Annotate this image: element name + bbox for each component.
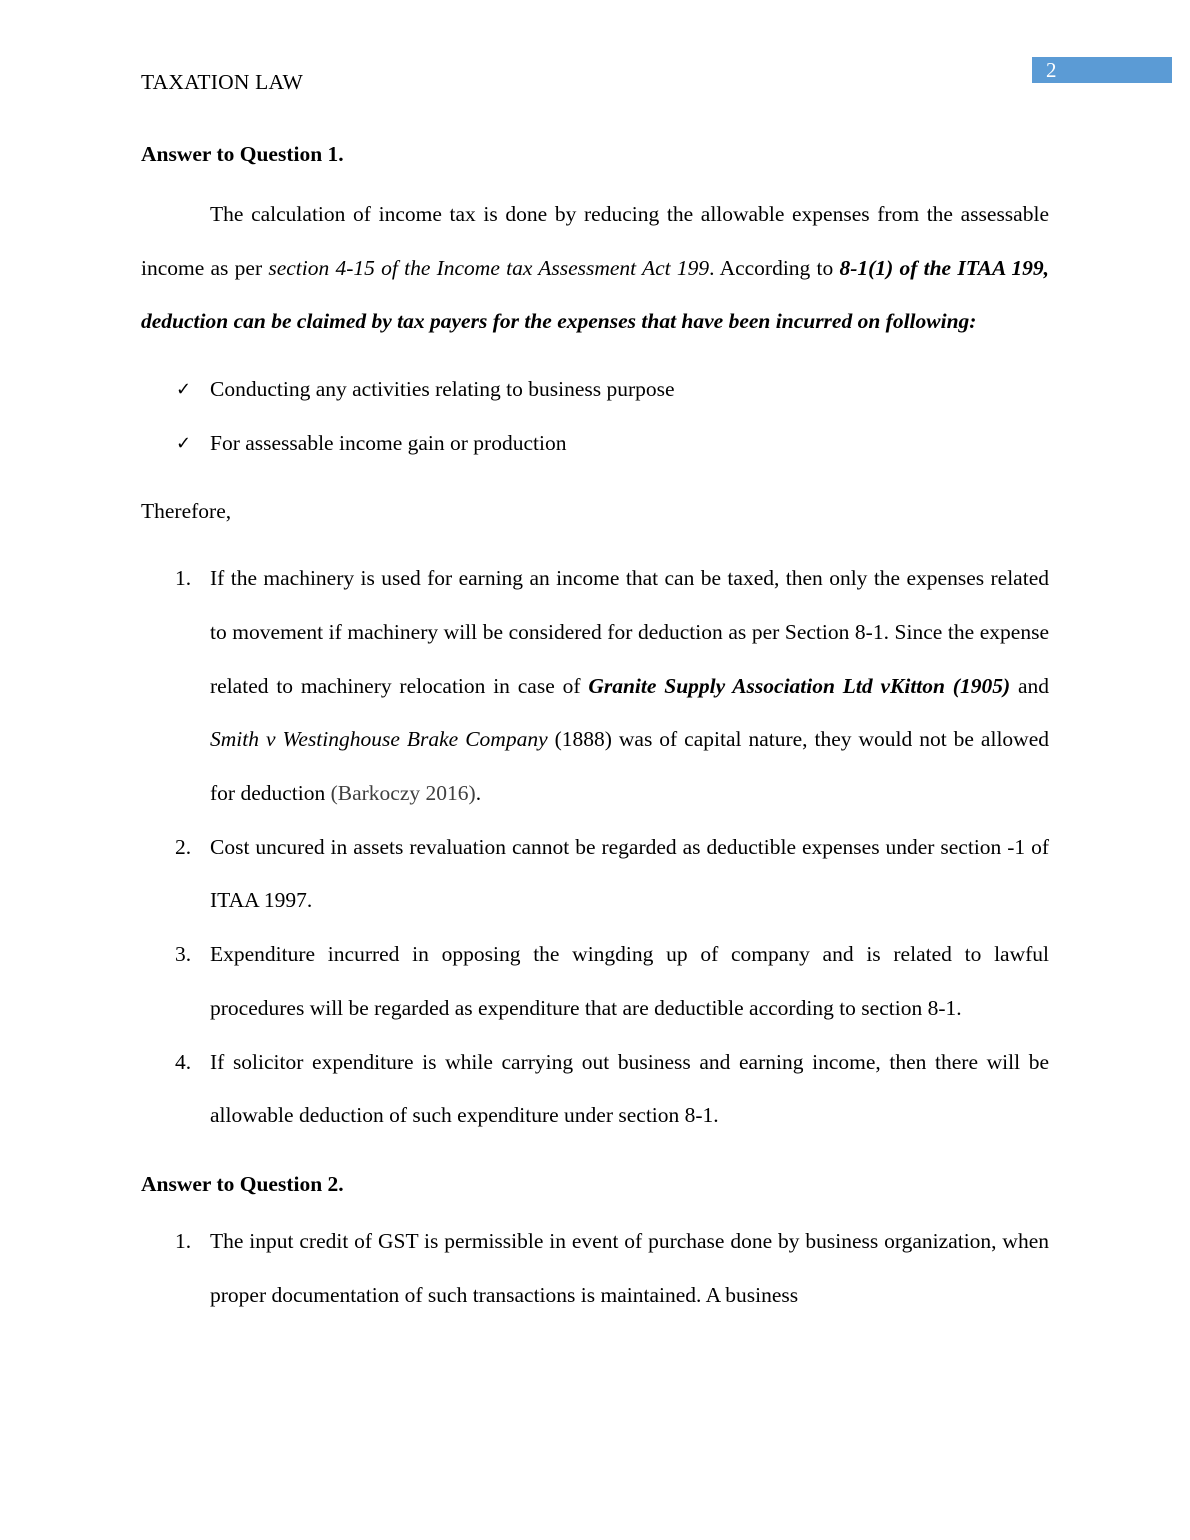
page-number-box <box>1032 57 1172 83</box>
q1-item-1-text-1: If the machinery is used for earning an income that can be taxed, then only the expenses related to movement if machinery will be considered for deduction as per Section 8-1. Since the expense related to machinery relocation in case of <box>210 566 1049 698</box>
list-item <box>141 363 1049 417</box>
list-item <box>141 1036 1049 1143</box>
list-number: 1. <box>175 566 192 591</box>
list-item-text: The input credit of GST is permissible in event of purchase done by business organization, when proper documentation of such transactions is maintained. A business <box>210 1228 1049 1307</box>
q1-numbered-list <box>141 552 1049 1143</box>
list-number: 4. <box>175 1049 192 1074</box>
citation: (Barkoczy 2016) <box>330 781 476 806</box>
list-item-text: If solicitor expenditure is while carrying out business and earning income, then there will be allowable deduction of such expenditure under section 8-1. <box>210 1049 1049 1128</box>
therefore-text: Therefore, <box>141 498 232 523</box>
list-item-text: Cost uncured in assets revaluation cannot be regarded as deductible expenses under section -1 of ITAA 1997. <box>210 834 1049 913</box>
q1-item-1-text-3: and <box>1010 673 1049 698</box>
list-item <box>141 552 1049 821</box>
list-item <box>141 417 1049 471</box>
case-granite-supply: Granite Supply Association Ltd vKitton (1905) <box>588 673 1011 698</box>
q1-intro-section-reference: 8-1(1) of the ITAA 199, deduction can be claimed by tax payers for the expenses that have been incurred on following: <box>141 255 1049 334</box>
list-item-text: For assessable income gain or production <box>210 430 567 455</box>
page-number: 2 <box>1046 58 1057 82</box>
list-number: 3. <box>175 942 192 967</box>
q1-intro-text-1: The calculation of income tax is done by reducing the allowable expenses from the assessable income as per <box>141 202 1049 280</box>
check-icon: ✓ <box>176 432 192 454</box>
q1-intro-act-reference: section 4-15 of the Income tax Assessment Act 199 <box>268 255 710 280</box>
q1-heading: Answer to Question 1. <box>141 142 344 166</box>
list-item <box>141 1215 1049 1322</box>
q1-intro-paragraph <box>141 188 1049 349</box>
check-icon: ✓ <box>176 379 192 401</box>
list-item <box>141 928 1049 1035</box>
case-smith-westinghouse: Smith v Westinghouse Brake Company <box>210 727 548 752</box>
running-head: TAXATION LAW <box>141 70 303 94</box>
q1-intro-text-3: . According to <box>709 255 840 280</box>
list-item <box>141 821 1049 928</box>
list-item-text: Conducting any activities relating to business purpose <box>210 377 675 402</box>
q1-item-1-text-7: . <box>475 781 482 806</box>
q2-heading: Answer to Question 2. <box>141 1171 344 1196</box>
q2-numbered-list <box>141 1215 1049 1322</box>
list-number: 1. <box>175 1228 192 1253</box>
q1-item-1-text-5: (1888) was of capital nature, they would not be allowed for deduction <box>210 727 1049 806</box>
document-body <box>141 137 1049 1322</box>
q1-checklist <box>141 363 1049 470</box>
list-item-text: Expenditure incurred in opposing the wingding up of company and is related to lawful procedures will be regarded as expenditure that are deductible according to section 8-1. <box>210 942 1049 1020</box>
list-number: 2. <box>175 834 192 859</box>
